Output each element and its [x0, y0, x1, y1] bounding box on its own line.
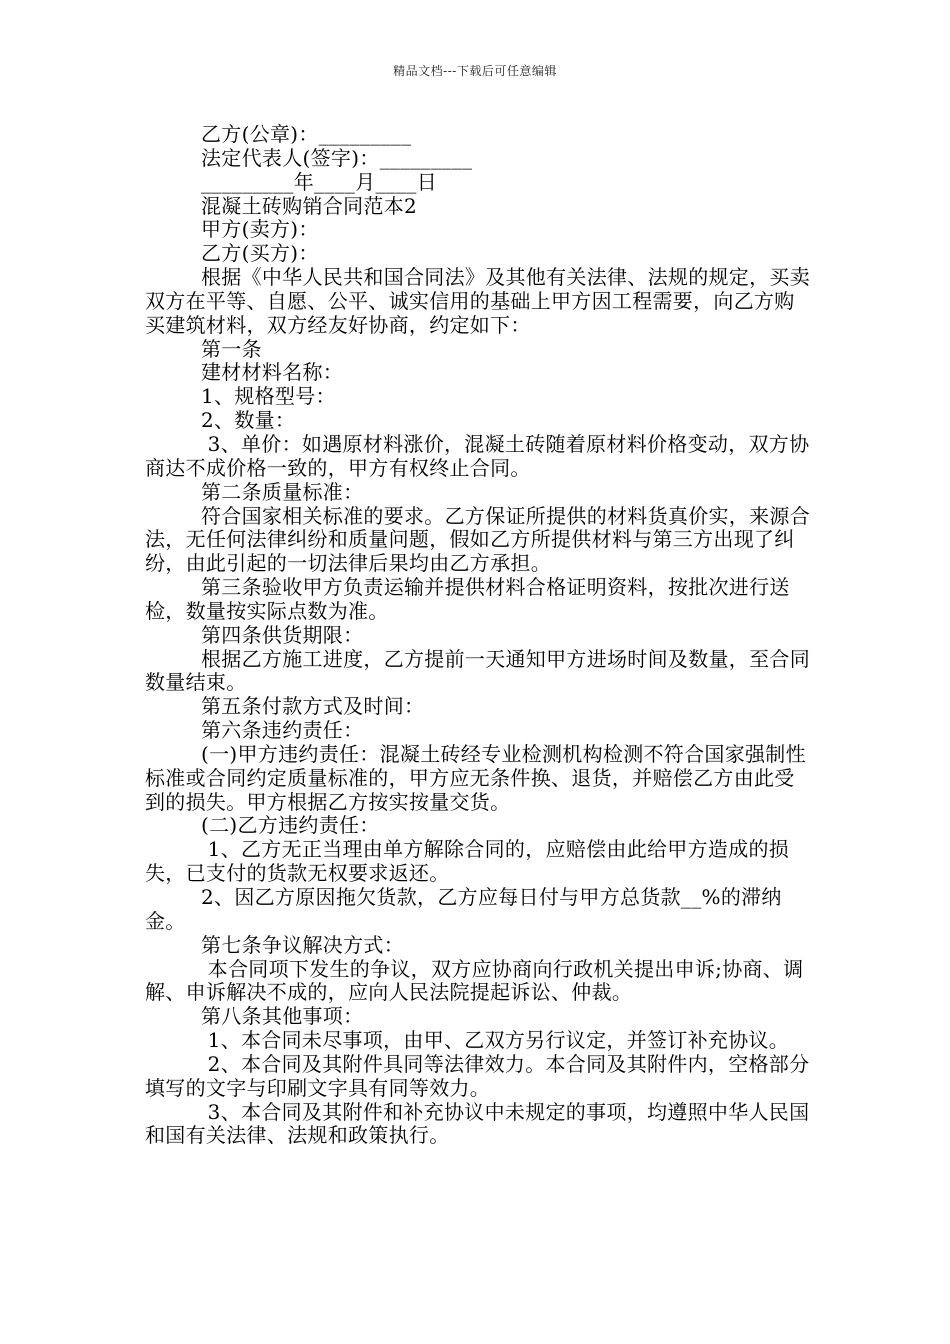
- liability-item-2: 2、因乙方原因拖欠货款，乙方应每日付与甲方总货款__%的滞纳金。: [145, 885, 782, 933]
- intro-paragraph: 根据《中华人民共和国合同法》及其他有关法律、法规的规定，买卖双方在平等、自愿、公平、诚实信用的基础上甲方因工程需要，向乙方购买建筑材料，双方经友好协商，约定如下：: [145, 265, 810, 337]
- article-1-heading: 第一条: [201, 336, 262, 361]
- other-item-3: 3、本合同及其附件和补充协议中未规定的事项，均遵照中华人民国和国有关法律、法规和政策执行。: [145, 1099, 810, 1148]
- document-body: [145, 123, 810, 1148]
- article-6-heading: 第六条违约责任：: [201, 718, 364, 743]
- party-a-liability-paragraph: (一)甲方违约责任：混凝土砖经专业检测机构检测不符合国家强制性标准或合同约定质量标准的，甲方应无条件换、退货，并赔偿乙方由此受到的损失。甲方根据乙方按实按量交货。: [145, 741, 806, 814]
- party-a-line: 甲方(卖方)：: [201, 217, 319, 242]
- other-item-1: 1、本合同未尽事项，由甲、乙双方另行议定，并签订补充协议。: [201, 1028, 790, 1053]
- spec-line: 1、规格型号：: [201, 384, 336, 409]
- page-header: 精品文档---下载后可任意编辑: [393, 64, 557, 78]
- liability-item-1: 1、乙方无正当理由单方解除合同的，应赔偿由此给甲方造成的损失，已支付的货款无权要求返还。: [145, 837, 790, 886]
- article-7-heading: 第七条争议解决方式：: [201, 932, 404, 957]
- document-title: 混凝土砖购销合同范本2: [201, 193, 418, 218]
- article-3-paragraph: 第三条验收甲方负责运输并提供材料合格证明资料，按批次进行送检，数量按实际点数为准。: [145, 575, 790, 623]
- dispute-paragraph: 本合同项下发生的争议，双方应协商向行政机关提出申诉;协商、调解、申诉解决不成的，应向人民法院提起诉讼、仲裁。: [145, 956, 804, 1005]
- party-b-line: 乙方(买方)：: [201, 241, 319, 266]
- quality-paragraph: 符合国家相关标准的要求。乙方保证所提供的材料货真价实，来源合法，无任何法律纠纷和质量问题，假如乙方所提供材料与第三方出现了纠纷，由此引起的一切法律后果均由乙方承担。: [145, 503, 810, 576]
- seal-line: 乙方(公章)：_________: [201, 122, 412, 146]
- representative-line: 法定代表人(签字)：_________: [201, 145, 473, 170]
- article-8-heading: 第八条其他事项：: [201, 1004, 364, 1029]
- article-2-heading: 第二条质量标准：: [201, 479, 364, 504]
- article-4-heading: 第四条供货期限：: [201, 622, 364, 647]
- unit-price-paragraph: 3、单价：如遇原材料涨价，混凝土砖随着原材料价格变动，双方协商达不成价格一致的，甲方有权终止合同。: [145, 431, 810, 480]
- party-b-liability-heading: (二)乙方违约责任：: [201, 813, 380, 838]
- date-line: _________年____月____日: [201, 169, 437, 194]
- quantity-line: 2、数量：: [201, 408, 296, 433]
- supply-period-paragraph: 根据乙方施工进度，乙方提前一天通知甲方进场时间及数量，至合同数量结束。: [145, 646, 810, 695]
- other-item-2: 2、本合同及其附件具同等法律效力。本合同及其附件内，空格部分填写的文字与印刷文字具有同等效力。: [145, 1051, 810, 1100]
- article-5-heading: 第五条付款方式及时间：: [201, 694, 425, 719]
- material-name-line: 建材材料名称：: [201, 360, 344, 385]
